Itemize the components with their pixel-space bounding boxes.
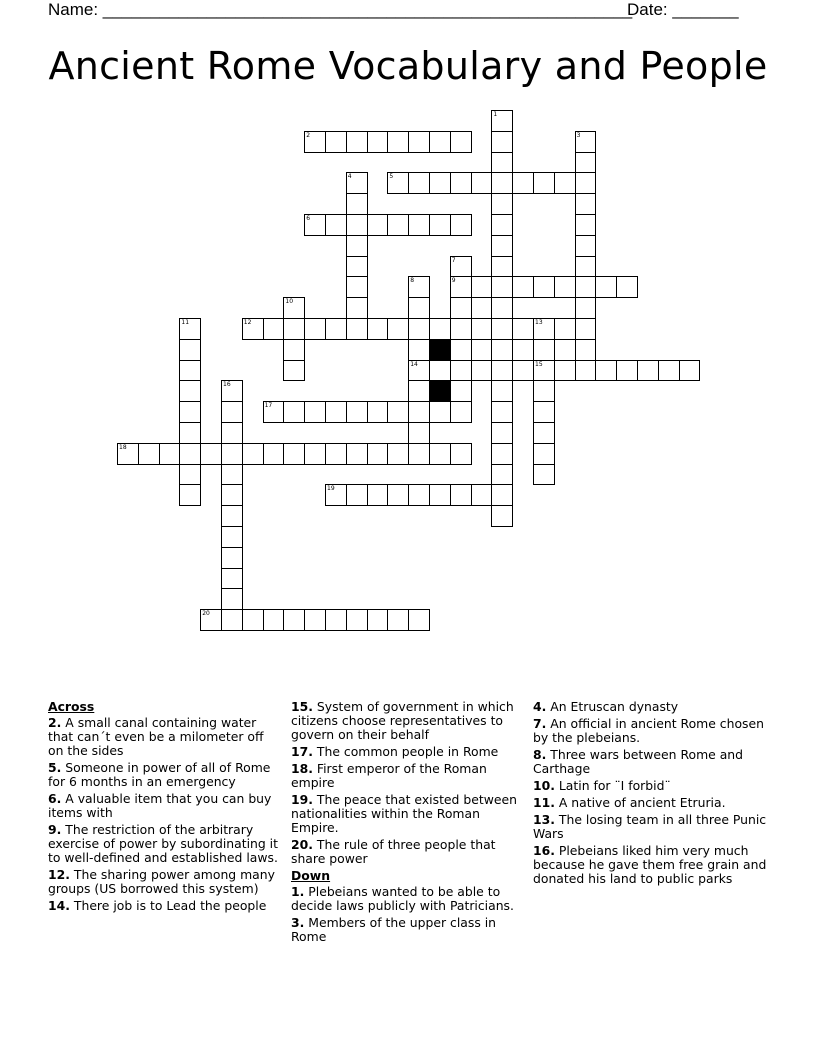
clue-text: First emperor of the Roman empire: [291, 761, 487, 790]
crossword-cell[interactable]: [512, 172, 534, 194]
clue-text: Plebeians wanted to be able to decide laws publicly with Patricians.: [291, 884, 514, 913]
crossword-cell[interactable]: [367, 443, 389, 465]
clue-number: 6.: [48, 791, 62, 806]
crossword-cell[interactable]: [575, 256, 597, 278]
clue-number: 5.: [48, 760, 62, 775]
clue-text: A native of ancient Etruria.: [554, 795, 726, 810]
cell-number: 2: [306, 131, 311, 139]
clue-number: 13.: [533, 812, 555, 827]
crossword-cell[interactable]: [575, 360, 597, 382]
crossword-cell[interactable]: [575, 152, 597, 174]
crossword-cell[interactable]: [221, 505, 243, 527]
crossword-cell[interactable]: [283, 318, 305, 340]
crossword-cell[interactable]: [491, 505, 513, 527]
crossword-cell[interactable]: [471, 276, 493, 298]
cell-number: 19: [327, 485, 335, 493]
crossword-cell[interactable]: [491, 131, 513, 153]
clue-number: 12.: [48, 867, 70, 882]
crossword-cell[interactable]: [221, 464, 243, 486]
clue-text: Latin for ¨I forbid¨: [554, 778, 671, 793]
clue-number: 17.: [291, 744, 313, 759]
crossword-cell[interactable]: [679, 360, 701, 382]
name-field-label[interactable]: Name: ________________________________________________________: [48, 0, 633, 19]
crossword-cell[interactable]: [450, 339, 472, 361]
crossword-cell[interactable]: [491, 464, 513, 486]
crossword-cell[interactable]: [179, 318, 201, 340]
cell-number: 10: [285, 298, 294, 306]
crossword-cell[interactable]: [221, 547, 243, 569]
clue-number: 9.: [48, 822, 62, 837]
crossword-cell[interactable]: [450, 484, 472, 506]
clue-item: [291, 745, 525, 759]
clue-text: The common people in Rome: [312, 744, 499, 759]
crossword-cell[interactable]: [408, 318, 430, 340]
crossword-cell[interactable]: [429, 443, 451, 465]
clue-item: [291, 793, 525, 835]
clue-item: [533, 748, 767, 776]
cell-number: 13: [535, 319, 543, 326]
clue-number: 2.: [48, 715, 62, 730]
clue-text: Someone in power of all of Rome for 6 months in an emergency: [48, 760, 271, 789]
crossword-cell[interactable]: [346, 235, 368, 257]
crossword-cell[interactable]: [367, 609, 389, 631]
crossword-cell[interactable]: [450, 276, 472, 298]
clue-number: 7.: [533, 716, 547, 731]
crossword-cell[interactable]: [429, 484, 451, 506]
crossword-cell[interactable]: [242, 318, 264, 340]
crossword-cell[interactable]: [346, 172, 368, 194]
clue-item: [291, 838, 525, 866]
cell-number: 1: [493, 111, 498, 118]
crossword-cell[interactable]: [408, 443, 430, 465]
crossword-cell[interactable]: [575, 276, 597, 298]
clue-number: 18.: [291, 761, 313, 776]
crossword-cell[interactable]: [346, 276, 368, 298]
cell-number: 7: [451, 256, 456, 264]
crossword-cell[interactable]: [429, 401, 451, 423]
down-clue-list-continued: [533, 700, 767, 886]
clue-text: There job is to Lead the people: [69, 898, 267, 913]
clue-item: [48, 868, 282, 896]
crossword-cell[interactable]: [367, 318, 389, 340]
crossword-cell[interactable]: [346, 484, 368, 506]
cell-number: 15: [535, 360, 543, 368]
crossword-cell[interactable]: [179, 464, 201, 486]
clue-text: A small canal containing water that can´t even be a milometer off on the sides: [48, 715, 264, 758]
cell-number: 8: [410, 277, 415, 285]
crossword-cell[interactable]: [221, 380, 243, 402]
clue-item: [48, 823, 282, 865]
crossword-cell[interactable]: [471, 484, 493, 506]
crossword-cell[interactable]: [450, 380, 472, 402]
crossword-cell[interactable]: [512, 360, 534, 382]
crossword-cell[interactable]: [283, 339, 305, 361]
crossword-cell[interactable]: [533, 339, 555, 361]
crossword-cell[interactable]: [616, 360, 638, 382]
crossword-cell[interactable]: [429, 360, 451, 382]
crossword-cell[interactable]: [346, 193, 368, 215]
clue-item: [48, 792, 282, 820]
crossword-cell[interactable]: [325, 401, 347, 423]
clue-item: [533, 796, 767, 810]
clue-item: [533, 844, 767, 886]
crossword-cell[interactable]: [408, 339, 430, 361]
across-heading: Across: [48, 699, 95, 714]
crossword-cell[interactable]: [450, 214, 472, 236]
crossword-cell[interactable]: [408, 380, 430, 402]
cell-number: 3: [576, 131, 581, 139]
crossword-cell[interactable]: [575, 235, 597, 257]
clue-text: The sharing power among many groups (US borrowed this system): [48, 867, 275, 896]
crossword-cell[interactable]: [491, 422, 513, 444]
crossword-cell[interactable]: [429, 318, 451, 340]
crossword-cell[interactable]: [221, 588, 243, 610]
crossword-cell[interactable]: [471, 172, 493, 194]
cell-number: 18: [119, 443, 127, 451]
crossword-cell[interactable]: [325, 443, 347, 465]
crossword-cell[interactable]: [346, 256, 368, 278]
crossword-cell[interactable]: [575, 172, 597, 194]
crossword-cell[interactable]: [408, 360, 430, 382]
crossword-cell[interactable]: [367, 484, 389, 506]
clue-number: 4.: [533, 699, 547, 714]
crossword-cell[interactable]: [304, 443, 326, 465]
crossword-cell[interactable]: [450, 360, 472, 382]
crossword-cell[interactable]: [491, 214, 513, 236]
crossword-cell[interactable]: [512, 318, 534, 340]
crossword-cell[interactable]: [450, 318, 472, 340]
crossword-cell[interactable]: [325, 609, 347, 631]
crossword-cell[interactable]: [575, 318, 597, 340]
crossword-cell[interactable]: [491, 152, 513, 174]
crossword-cell[interactable]: [346, 297, 368, 319]
down-heading: Down: [291, 868, 331, 883]
crossword-cell[interactable]: [491, 193, 513, 215]
crossword-cell[interactable]: [491, 276, 513, 298]
crossword-cell[interactable]: [325, 318, 347, 340]
crossword-cell[interactable]: [387, 214, 409, 236]
crossword-cell[interactable]: [450, 172, 472, 194]
crossword-cell[interactable]: [221, 401, 243, 423]
crossword-cell[interactable]: [408, 609, 430, 631]
cell-number: 5: [389, 173, 394, 181]
crossword-cell[interactable]: [554, 276, 576, 298]
cell-number: 6: [306, 215, 311, 222]
crossword-cell[interactable]: [263, 318, 285, 340]
crossword-cell[interactable]: [117, 443, 139, 465]
crossword-cell[interactable]: [387, 131, 409, 153]
crossword-cell[interactable]: [491, 256, 513, 278]
crossword-cell[interactable]: [221, 568, 243, 590]
clue-text: An official in ancient Rome chosen by the plebeians.: [533, 716, 764, 745]
crossword-cell[interactable]: [179, 422, 201, 444]
crossword-cell[interactable]: [387, 401, 409, 423]
crossword-cell[interactable]: [263, 609, 285, 631]
crossword-cell[interactable]: [346, 318, 368, 340]
crossword-cell[interactable]: [346, 609, 368, 631]
cell-number: 11: [181, 319, 190, 326]
crossword-cell[interactable]: [408, 297, 430, 319]
clue-item: [291, 916, 525, 944]
crossword-cell[interactable]: [221, 526, 243, 548]
crossword-cell[interactable]: [200, 443, 222, 465]
crossword-cell[interactable]: [491, 484, 513, 506]
clue-number: 20.: [291, 837, 313, 852]
crossword-cell[interactable]: [408, 401, 430, 423]
clue-item: [48, 716, 282, 758]
crossword-cell[interactable]: [179, 401, 201, 423]
clue-item: [533, 779, 767, 793]
crossword-cell[interactable]: [429, 172, 451, 194]
crossword-cell[interactable]: [179, 380, 201, 402]
cell-number: 20: [202, 610, 210, 618]
crossword-cell[interactable]: [533, 443, 555, 465]
crossword-cell[interactable]: [533, 401, 555, 423]
crossword-cell[interactable]: [491, 110, 513, 132]
crossword-cell[interactable]: [408, 172, 430, 194]
clues-column-3: [533, 700, 767, 889]
blocked-cell: [429, 339, 451, 361]
crossword-cell[interactable]: [263, 401, 285, 423]
crossword-cell[interactable]: [304, 131, 326, 153]
crossword-cell[interactable]: [491, 235, 513, 257]
crossword-cell[interactable]: [533, 464, 555, 486]
clue-number: 14.: [48, 898, 70, 913]
crossword-cell[interactable]: [491, 401, 513, 423]
crossword-cell[interactable]: [387, 318, 409, 340]
crossword-cell[interactable]: [346, 443, 368, 465]
clue-number: 3.: [291, 915, 305, 930]
crossword-cell[interactable]: [179, 339, 201, 361]
crossword-cell[interactable]: [554, 172, 576, 194]
crossword-cell[interactable]: [242, 609, 264, 631]
clue-text: Three wars between Rome and Carthage: [533, 747, 744, 776]
across-clue-list-continued: [291, 700, 525, 866]
clue-text: The peace that existed between nationalities within the Roman Empire.: [291, 792, 517, 835]
crossword-cell[interactable]: [346, 401, 368, 423]
clue-text: Members of the upper class in Rome: [291, 915, 497, 944]
clues-column-1: [48, 700, 282, 916]
crossword-cell[interactable]: [367, 401, 389, 423]
crossword-cell[interactable]: [367, 131, 389, 153]
crossword-cell[interactable]: [533, 318, 555, 340]
crossword-cell[interactable]: [554, 318, 576, 340]
crossword-cell[interactable]: [533, 276, 555, 298]
crossword-cell[interactable]: [575, 297, 597, 319]
crossword-cell[interactable]: [658, 360, 680, 382]
crossword-cell[interactable]: [429, 214, 451, 236]
crossword-cell[interactable]: [283, 297, 305, 319]
crossword-cell[interactable]: [533, 360, 555, 382]
crossword-cell[interactable]: [575, 214, 597, 236]
crossword-cell[interactable]: [138, 443, 160, 465]
crossword-cell[interactable]: [408, 276, 430, 298]
crossword-cell[interactable]: [616, 276, 638, 298]
crossword-cell[interactable]: [346, 214, 368, 236]
crossword-cell[interactable]: [408, 214, 430, 236]
crossword-cell[interactable]: [304, 401, 326, 423]
crossword-cell[interactable]: [491, 172, 513, 194]
crossword-cell[interactable]: [637, 360, 659, 382]
crossword-cell[interactable]: [595, 276, 617, 298]
crossword-cell[interactable]: [575, 339, 597, 361]
crossword-cell[interactable]: [450, 131, 472, 153]
crossword-cell[interactable]: [450, 443, 472, 465]
crossword-cell[interactable]: [408, 422, 430, 444]
crossword-cell[interactable]: [450, 401, 472, 423]
crossword-cell[interactable]: [221, 609, 243, 631]
crossword-cell[interactable]: [242, 443, 264, 465]
crossword-cell[interactable]: [221, 484, 243, 506]
crossword-cell[interactable]: [179, 484, 201, 506]
clue-number: 19.: [291, 792, 313, 807]
clue-item: [291, 885, 525, 913]
crossword-cell[interactable]: [512, 276, 534, 298]
cell-number: 12: [243, 319, 252, 326]
crossword-cell[interactable]: [533, 422, 555, 444]
cell-number: 17: [264, 402, 273, 410]
crossword-cell[interactable]: [491, 297, 513, 319]
crossword-cell[interactable]: [491, 339, 513, 361]
clue-text: Plebeians liked him very much because he gave them free grain and donated his land to public parks: [533, 843, 767, 886]
crossword-cell[interactable]: [533, 380, 555, 402]
crossword-cell[interactable]: [263, 443, 285, 465]
crossword-cell[interactable]: [325, 484, 347, 506]
clue-number: 1.: [291, 884, 305, 899]
blocked-cell: [429, 380, 451, 402]
clue-number: 10.: [533, 778, 555, 793]
crossword-cell[interactable]: [159, 443, 181, 465]
clue-text: The restriction of the arbitrary exercise of power by subordinating it to well-defined and established laws.: [48, 822, 278, 865]
date-field-label[interactable]: Date: _______: [627, 0, 739, 19]
crossword-cell[interactable]: [200, 609, 222, 631]
clue-text: The losing team in all three Punic Wars: [533, 812, 767, 841]
crossword-cell[interactable]: [283, 609, 305, 631]
crossword-cell[interactable]: [471, 360, 493, 382]
crossword-cell[interactable]: [595, 360, 617, 382]
crossword-cell[interactable]: [408, 131, 430, 153]
crossword-cell[interactable]: [304, 318, 326, 340]
clue-text: A valuable item that you can buy items with: [48, 791, 272, 820]
crossword-cell[interactable]: [491, 380, 513, 402]
crossword-cell[interactable]: [554, 360, 576, 382]
clue-item: [48, 761, 282, 789]
crossword-cell[interactable]: [575, 131, 597, 153]
clue-number: 16.: [533, 843, 555, 858]
clue-item: [533, 700, 767, 714]
crossword-cell[interactable]: [429, 131, 451, 153]
crossword-cell[interactable]: [367, 214, 389, 236]
down-clue-list: [291, 885, 525, 944]
crossword-cell[interactable]: [179, 360, 201, 382]
clue-number: 15.: [291, 699, 313, 714]
clue-text: An Etruscan dynasty: [546, 699, 679, 714]
crossword-cell[interactable]: [346, 131, 368, 153]
crossword-cell[interactable]: [283, 360, 305, 382]
crossword-cell[interactable]: [491, 360, 513, 382]
clue-number: 11.: [533, 795, 555, 810]
clue-item: [291, 700, 525, 742]
clue-item: [48, 899, 282, 913]
clue-number: 8.: [533, 747, 547, 762]
crossword-cell[interactable]: [325, 214, 347, 236]
crossword-cell[interactable]: [304, 214, 326, 236]
crossword-cell[interactable]: [450, 297, 472, 319]
crossword-cell[interactable]: [491, 318, 513, 340]
crossword-cell[interactable]: [283, 401, 305, 423]
clue-text: System of government in which citizens choose representatives to govern on their behalf: [291, 699, 514, 742]
crossword-cell[interactable]: [387, 484, 409, 506]
crossword-cell[interactable]: [491, 443, 513, 465]
crossword-cell[interactable]: [387, 609, 409, 631]
clue-item: [533, 813, 767, 841]
crossword-cell[interactable]: [325, 131, 347, 153]
clue-text: The rule of three people that share power: [291, 837, 496, 866]
crossword-cell[interactable]: [179, 443, 201, 465]
page-title: Ancient Rome Vocabulary and People: [48, 44, 768, 88]
crossword-cell[interactable]: [283, 443, 305, 465]
cell-number: 14: [410, 360, 418, 368]
crossword-cell[interactable]: [533, 172, 555, 194]
crossword-cell[interactable]: [387, 443, 409, 465]
cell-number: 16: [223, 381, 231, 389]
clue-item: [533, 717, 767, 745]
across-clue-list: [48, 716, 282, 913]
crossword-cell[interactable]: [387, 172, 409, 194]
crossword-cell[interactable]: [304, 609, 326, 631]
crossword-cell[interactable]: [450, 256, 472, 278]
clue-item: [291, 762, 525, 790]
cell-number: 4: [347, 173, 352, 181]
crossword-cell[interactable]: [575, 193, 597, 215]
cell-number: 9: [451, 277, 456, 285]
crossword-cell[interactable]: [221, 443, 243, 465]
crossword-cell[interactable]: [221, 422, 243, 444]
crossword-cell[interactable]: [471, 318, 493, 340]
clues-column-2: [291, 700, 525, 947]
crossword-cell[interactable]: [408, 484, 430, 506]
